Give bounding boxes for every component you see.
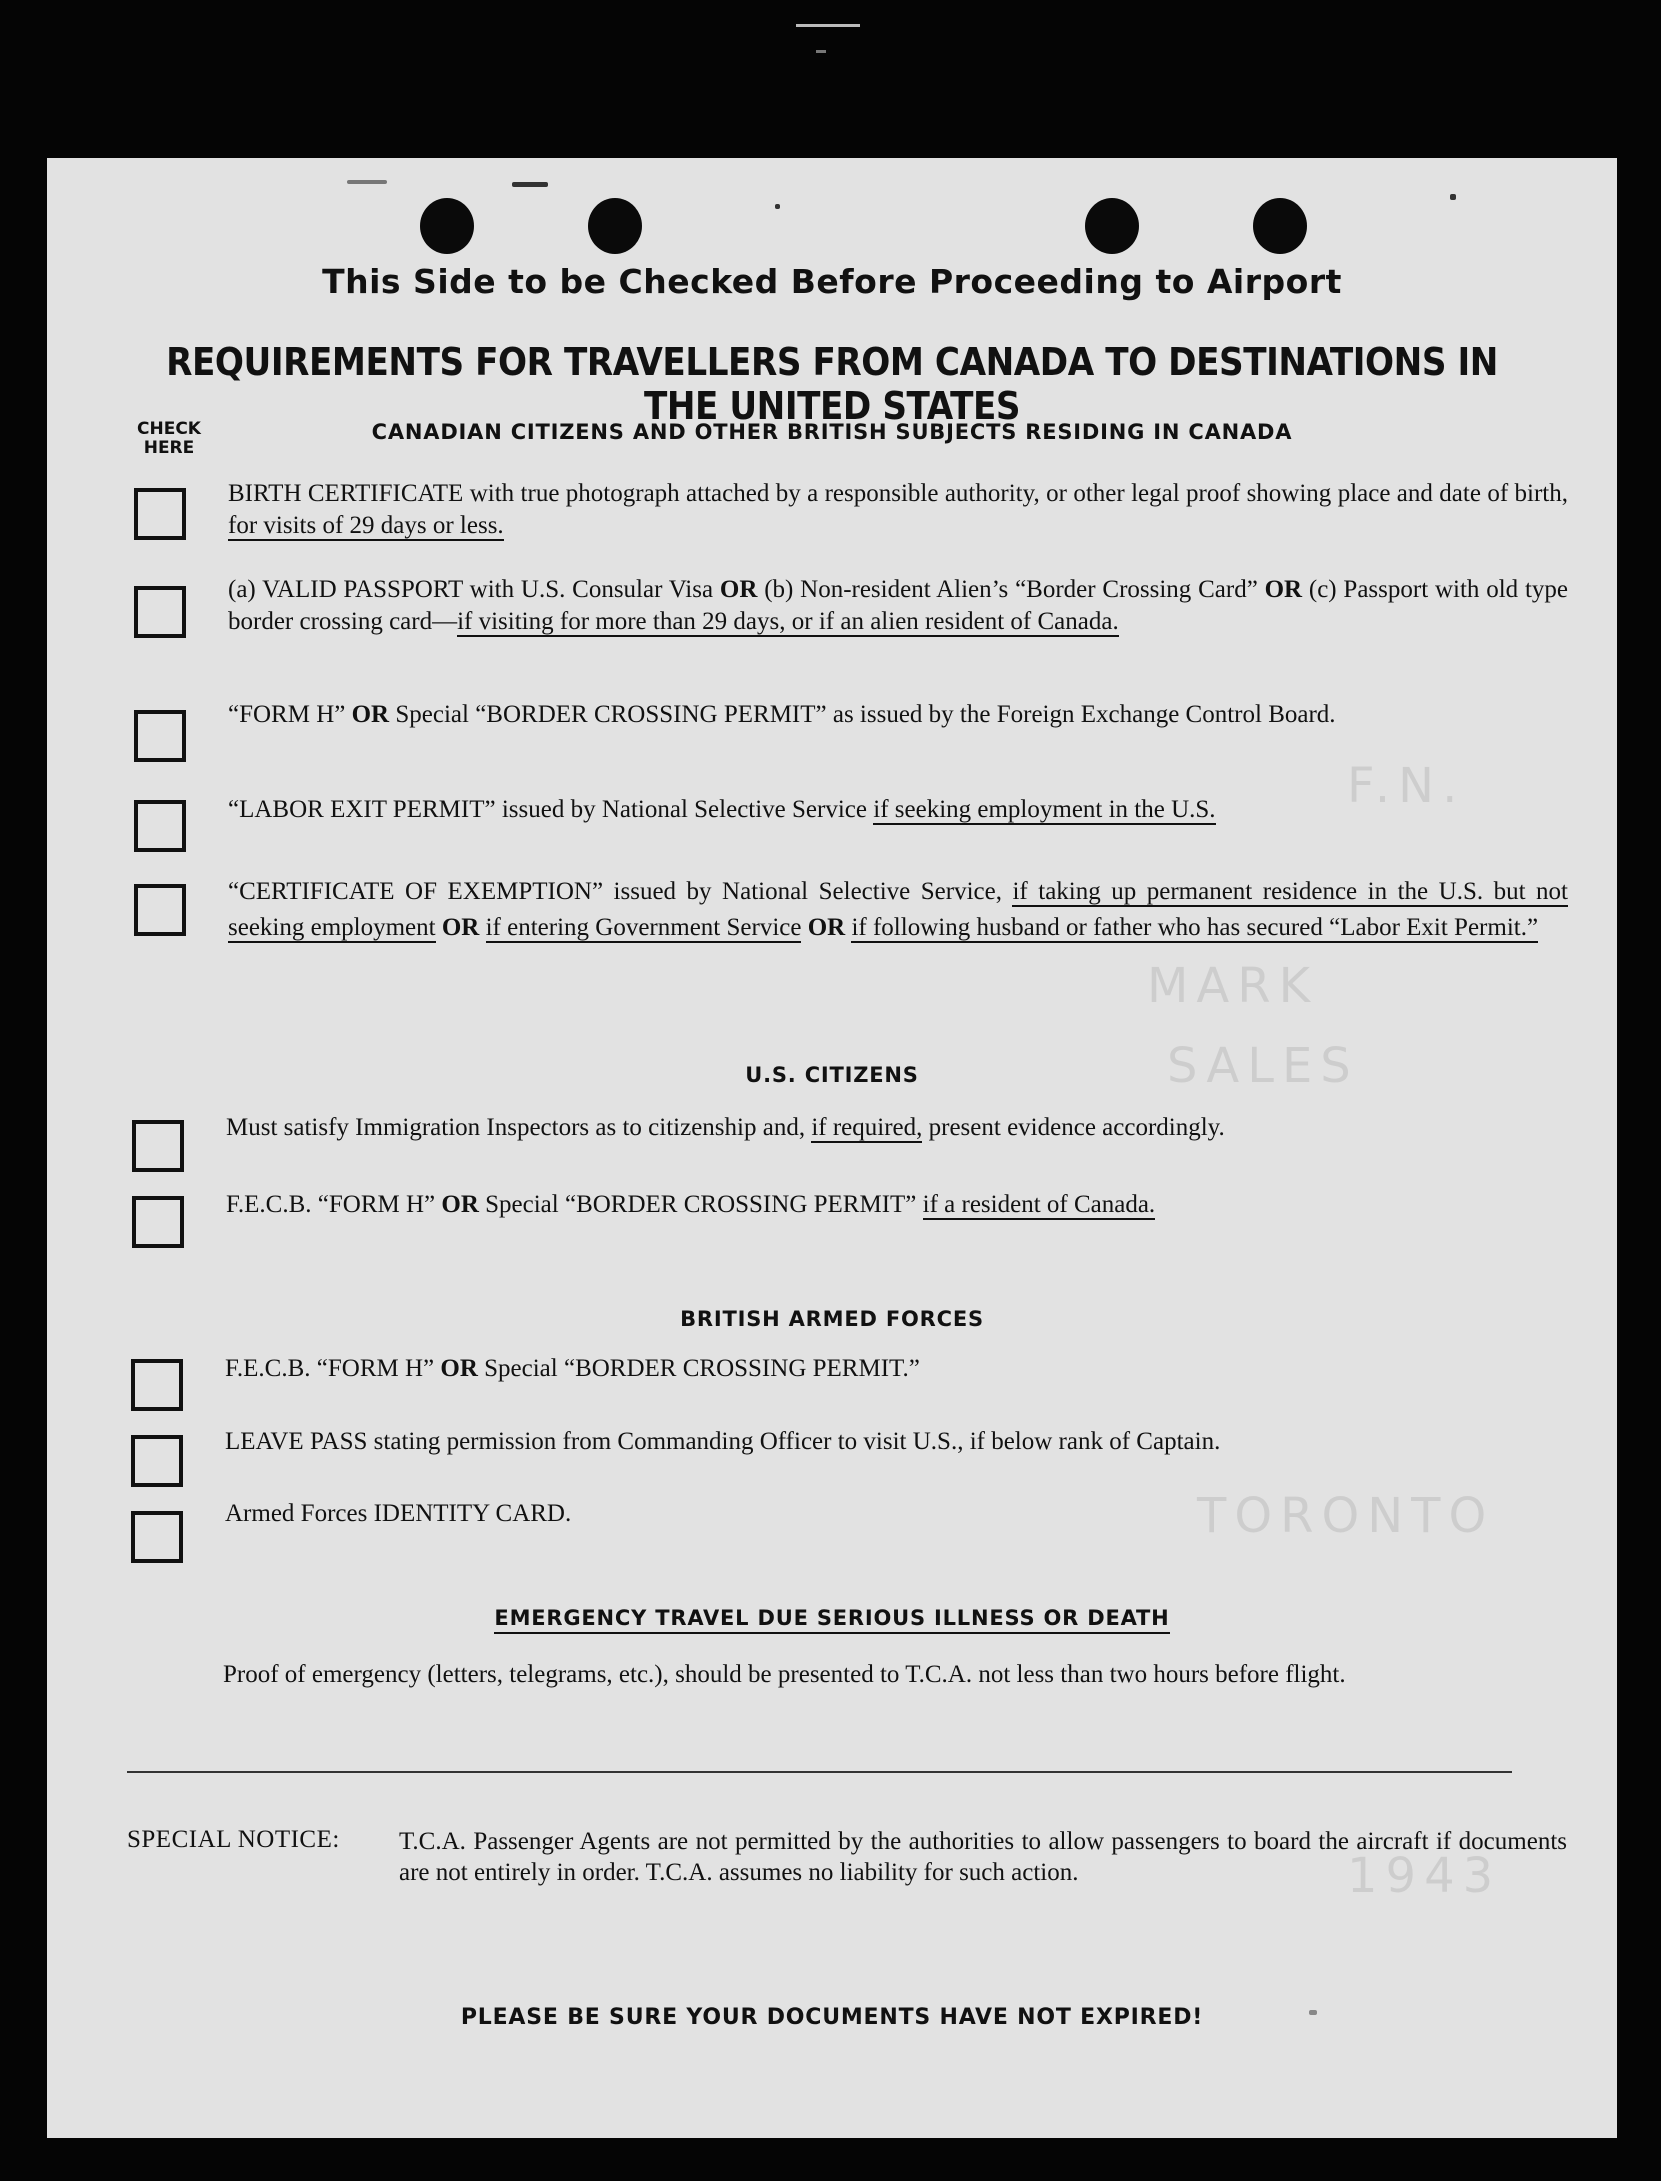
item-us-form-h: F.E.C.B. “FORM H” OR Special “BORDER CROSSING PERMIT” if a resident of Canada. [226, 1191, 1156, 1218]
special-notice-label: SPECIAL NOTICE: [127, 1826, 340, 1853]
item-armed-form-h: F.E.C.B. “FORM H” OR Special “BORDER CROSSING PERMIT.” [225, 1355, 920, 1382]
show-through-text: 1943 [1347, 1848, 1502, 1904]
section-title-us-citizens: U.S. CITIZENS [745, 1063, 919, 1087]
scan-speck [775, 204, 780, 209]
scan-mark [816, 50, 826, 53]
checkbox-us-form-h[interactable] [132, 1196, 184, 1248]
item-identity-card: Armed Forces IDENTITY CARD. [225, 1500, 572, 1527]
divider [127, 1771, 1512, 1773]
item-labor-exit-permit: “LABOR EXIT PERMIT” issued by National Selective Service if seeking employment in the U.S. [228, 796, 1216, 823]
scan-speck [512, 182, 548, 187]
checkbox-immigration-inspectors[interactable] [132, 1120, 184, 1172]
checkbox-certificate-exemption[interactable] [134, 884, 186, 936]
punch-hole [588, 198, 642, 254]
footer-warning: PLEASE BE SURE YOUR DOCUMENTS HAVE NOT EXPIRED! [460, 2005, 1204, 2030]
checkbox-identity-card[interactable] [131, 1511, 183, 1563]
checkbox-birth-certificate[interactable] [134, 488, 186, 540]
punch-hole [1085, 198, 1139, 254]
section-title-armed-forces: BRITISH ARMED FORCES [680, 1307, 984, 1331]
show-through-text: F.N. [1347, 758, 1466, 814]
checkbox-labor-exit-permit[interactable] [134, 800, 186, 852]
section-title-emergency: EMERGENCY TRAVEL DUE SERIOUS ILLNESS OR DEATH [47, 1606, 1617, 1630]
section-title-canadian: CANADIAN CITIZENS AND OTHER BRITISH SUBJECTS RESIDING IN CANADA [371, 420, 1293, 444]
document-page [47, 158, 1617, 2138]
special-notice-text: T.C.A. Passenger Agents are not permitted by the authorities to allow passengers to board the aircraft if documents are not entirely in order. T.C.A. assumes no liability for such action. [399, 1828, 1567, 1886]
checkbox-leave-pass[interactable] [131, 1435, 183, 1487]
check-here-label: CHECK HERE [137, 419, 201, 458]
scan-speck [347, 180, 387, 184]
show-through-text: MARK [1147, 958, 1319, 1014]
item-valid-passport: (a) VALID PASSPORT with U.S. Consular Visa OR (b) Non-resident Alien’s “Border Crossing Card” OR (c) Passport with old type border crossing card—if visiting for more than 29 days, or if an alien resident of Canada. [228, 576, 1568, 635]
subtitle: This Side to be Checked Before Proceeding to Airport [322, 262, 1342, 301]
item-birth-certificate: BIRTH CERTIFICATE with true photograph attached by a responsible authority, or other legal proof showing place and date of birth, for visits of 29 days or less. [228, 480, 1568, 539]
scan-speck [1450, 194, 1456, 200]
punch-hole [1253, 198, 1307, 254]
checkbox-armed-form-h[interactable] [131, 1359, 183, 1411]
item-leave-pass: LEAVE PASS stating permission from Commanding Officer to visit U.S., if below rank of Captain. [225, 1428, 1221, 1455]
item-certificate-exemption: “CERTIFICATE OF EXEMPTION” issued by National Selective Service, if taking up permanent residence in the U.S. but not seeking employment OR if entering Government Service OR if following husband or father who has secured “Labor Exit Permit.” [228, 878, 1568, 941]
show-through-text: TORONTO [1197, 1488, 1495, 1544]
scan-mark [796, 24, 860, 27]
show-through-text: SALES [1167, 1038, 1359, 1094]
item-immigration-inspectors: Must satisfy Immigration Inspectors as to citizenship and, if required, present evidence accordingly. [226, 1114, 1225, 1141]
checkbox-valid-passport[interactable] [134, 586, 186, 638]
checkbox-form-h[interactable] [134, 710, 186, 762]
punch-hole [420, 198, 474, 254]
emergency-text: Proof of emergency (letters, telegrams, etc.), should be presented to T.C.A. not less than two hours before flight. [223, 1661, 1346, 1688]
page-title: REQUIREMENTS FOR TRAVELLERS FROM CANADA TO DESTINATIONS IN THE UNITED STATES [166, 340, 1498, 428]
item-form-h: “FORM H” OR Special “BORDER CROSSING PERMIT” as issued by the Foreign Exchange Control Board. [228, 701, 1336, 728]
